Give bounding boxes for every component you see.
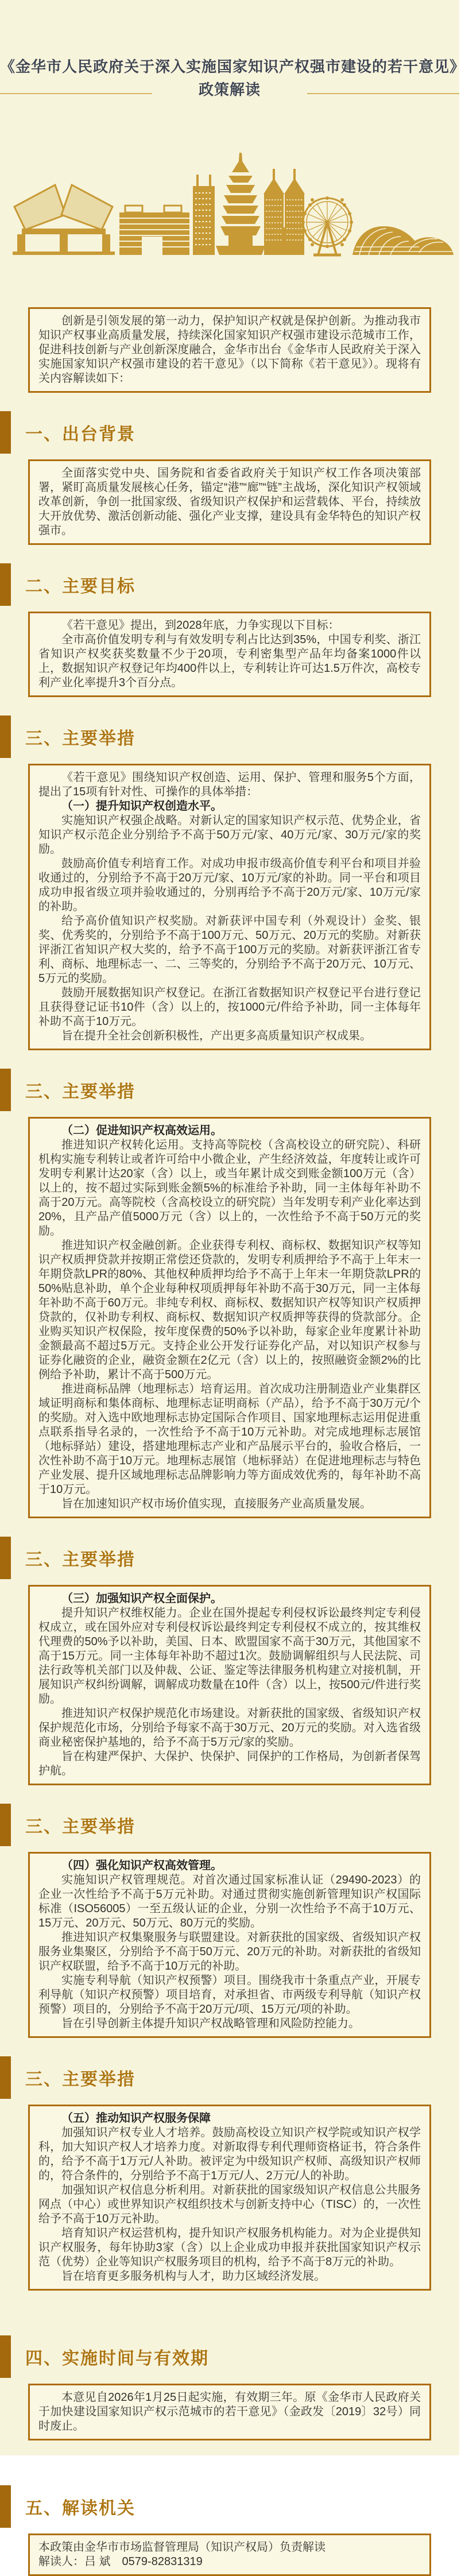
paragraph: 推进知识产权集聚服务与联盟建设。对新获批的国家级、省级知识产权服务业集聚区，分别给予不高于50万元、20万元的补助。对新获批的省级知识产权联盟，给予不高于10万元的补助。: [38, 1931, 421, 1972]
section: [0, 2335, 459, 2440]
paragraph: 推进知识产权转化运用。支持高等院校（含高校设立的研究院）、科研机构实施专利转让或者许可给中小微企业，产生经济效益，年度转让或许可发明专利累计达20家（含）以上，或当年累计成交到账金额100万元（含）以上的，按不超过实际到账金额5%的标准给予补助，同一主体每年补助不高于20万元。高等院校（含高校设立的研究院）当年发明专利产业化率达到20%，且产品产值5000万元（含）以上的，一次性给予不高于50万元的奖励。: [38, 1139, 421, 1237]
paragraph: （一）提升知识产权创造水平。: [61, 800, 222, 813]
section-accent-bar: [0, 1804, 11, 1846]
paragraph: 《若干意见》提出，到2028年底，力争实现以下目标：: [61, 619, 340, 632]
paragraph: 全面落实党中央、国务院和省委省政府关于知识产权工作各项决策部署，紧盯高质量发展核心任务，锚定“港”“廊”“链”主战场，深化知识产权领域改革创新，争创一批国家级、省级知识产权保护和运营载体、平台，持续放大开放优势、激活创新动能、强化产业支撑，建设具有金华特色的知识产权强市。: [38, 467, 421, 537]
section-accent-bar: [0, 2335, 11, 2378]
paragraph: 旨在引导创新主体提升知识产权战略管理和风险防控能力。: [61, 2017, 360, 2030]
section-content-box: [28, 2534, 431, 2576]
section-heading: 三、主要举措: [25, 1550, 135, 1569]
section: [0, 1537, 459, 1785]
paragraph: 鼓励高价值专利培育工作。对成功申报市级高价值专利平台和项目并验收通过的，分别给予不高于20万元/家、10万元/家的补助。同一平台和项目成功申报省级立项并验收通过的，分别再给予不高于20万元/家、10万元/家的补助。: [38, 857, 421, 913]
paragraph: 提升知识产权维权能力。企业在国外提起专利侵权诉讼最终判定专利侵权成立，或在国外应对专利侵权诉讼最终判定专利侵权不成立的，按其维权代理费的50%予以补助，美国、日本、欧盟国家不高于30万元，其他国家不高于15万元。同一主体每年补助不超过1次。鼓励调解组织与人民法院、司法行政等机关部门以及仲裁、公证、鉴定等法律服务机构建立对接机制，开展知识产权纠纷调解，调解成功数量在10件（含）以上，按500元/件进行奖励。: [38, 1607, 421, 1705]
section-heading: 三、主要举措: [25, 1082, 135, 1101]
section: [0, 563, 459, 697]
paragraph: 解读人：吕 斌 0579-82831319: [38, 2555, 203, 2568]
section: [0, 1804, 459, 2038]
intro-box: [28, 307, 431, 393]
sections-container: [0, 411, 459, 2576]
section-accent-bar: [0, 715, 11, 758]
section-header: [0, 1537, 459, 1579]
paragraph: 旨在加速知识产权市场价值实现，直接服务产业高质量发展。: [61, 1498, 371, 1510]
section-header: [0, 2485, 459, 2528]
paragraph: 推进知识产权保护规范化市场建设。对新获批的国家级、省级知识产权保护规范化市场，分别给予每家不高于30万元、20万元的奖励。对入选省级商业秘密保护基地的，给予不高于5万元/家的奖励。: [38, 1707, 421, 1749]
page-title: [0, 0, 465, 101]
section-content-box: [28, 764, 431, 1050]
section-header: [0, 2056, 459, 2099]
section: [0, 1069, 459, 1518]
paragraph: 实施知识产权管理规范。对首次通过国家标准认证（29490-2023）的企业一次性给予不高于5万元补助。对通过贯彻实施创新管理知识产权国际标准（ISO56005）一至五级认证的企业，分别一次性给予不高于10万元、15万元、20万元、50万元、80万元的奖励。: [38, 1874, 421, 1929]
section-header: [0, 411, 459, 454]
section-heading: 四、实施时间与有效期: [25, 2349, 209, 2368]
paragraph: 鼓励开展数据知识产权登记。在浙江省数据知识产权登记平台进行登记且获得登记证书10件（含）以上的，按1000元/件给予补助，同一主体每年补助不高于10万元。: [38, 987, 421, 1028]
section-heading: 三、主要举措: [25, 2070, 135, 2089]
paragraph: 本意见自2026年1月25日起实施，有效期三年。原《金华市人民政府关于加快建设国家知识产权示范城市的若干意见》（金政发〔2019〕32号）同时废止。: [38, 2391, 421, 2432]
section-accent-bar: [0, 2485, 11, 2528]
section: [0, 411, 459, 545]
paragraph: 创新是引领发展的第一动力，保护知识产权就是保护创新。为推动我市知识产权事业高质量发展，持续深化国家知识产权强市建设示范城市工作，促进科技创新与产业创新深度融合，金华市出台《金华市人民政府关于深入实施国家知识产权强市建设的若干意见》（以下简称《若干意见》）。现将有关内容解读如下：: [38, 315, 421, 385]
section-content-box: [28, 1585, 431, 1785]
paragraph: 实施专利导航（知识产权预警）项目。围绕我市十条重点产业，开展专利导航（知识产权预警）项目培育，对承担省、市两级专利导航（知识产权预警）项目的，分别给予不高于20万元/项、15万元/项的补助。: [38, 1974, 421, 2016]
paragraph: （三）加强知识产权全面保护。: [61, 1592, 222, 1605]
section: [0, 715, 459, 1050]
section-heading: 五、解读机关: [25, 2499, 135, 2518]
paragraph: 加强知识产权信息分析利用。对新获批的国家级知识产权信息公共服务网点（中心）或世界知识产权组织技术与创新支持中心（TISC）的，一次性给予不高于10万元补助。: [38, 2184, 421, 2225]
striped-office-building-icon: [119, 206, 189, 255]
paragraph: （二）促进知识产权高效运用。: [61, 1124, 222, 1137]
section-accent-bar: [0, 1069, 11, 1111]
twin-towers-icon: [264, 169, 305, 255]
section-content-box: [28, 2105, 431, 2291]
wanfo-pagoda-icon: [216, 153, 265, 255]
paragraph: （四）强化知识产权高效管理。: [61, 1859, 222, 1872]
paragraph: 实施知识产权强企战略。对新认定的国家知识产权示范、优势企业，省知识产权示范企业分别给予不高于50万元/家、40万元/家、30万元/家的奖励。: [38, 814, 421, 856]
section-accent-bar: [0, 2056, 11, 2099]
section: [0, 2056, 459, 2291]
section-content-box: [28, 2384, 431, 2440]
section-header: [0, 2335, 459, 2378]
section-content-box: [28, 459, 431, 545]
paragraph: （五）推动知识产权服务保障: [61, 2112, 211, 2125]
section-heading: 三、主要举措: [25, 1817, 135, 1836]
page-title-line1: 《金华市人民政府关于深入实施国家知识产权强市建设的若干意见》: [0, 58, 465, 75]
section-header: [0, 563, 459, 606]
jinhua-skyline-illustration: [0, 150, 459, 257]
section-content-box: [28, 612, 431, 697]
paragraph: 推进知识产权金融创新。企业获得专利权、商标权、数据知识产权等知识产权质押贷款并按期正常偿还贷款的，发明专利质押给予不高于上年末一年期贷款LPR的80%、其他权种质押均给予不高于上年末一年期贷款LPR的50%贴息补助，单个企业每种权项质押每年补助不高于30万元，同一主体每年补助不高于60万元。非纯专利权、商标权、数据知识产权等知识产权质押贷款的，仅补助专利权、商标权、数据知识产权质押等获得的贷款部分。企业购买知识产权保险，按年度保费的50%予以补助，每家企业年度累计补助金额最高不超过5万元。支持企业公开发行证券化产品，对以知识产权参与证券化融资的企业，融资金额在2亿元（含）以上的，按照融资金额2%的比例给予补助，累计不高于500万元。: [38, 1239, 421, 1381]
section-accent-bar: [0, 1537, 11, 1579]
section-header: [0, 1069, 459, 1111]
section-header: [0, 715, 459, 758]
paragraph: 旨在提升全社会创新积极性，产出更多高质量知识产权成果。: [61, 1030, 371, 1042]
paragraph: 推进商标品牌（地理标志）培育运用。首次成功注册制造业产业集群区域证明商标和集体商标、地理标志证明商标（产品），给予不高于30万元/个的奖励。对入选中欧地理标志协定国际合作项目、国家地理标志运用促进重点联系指导名录的，一次性给予不高于10万元补助。对完成地理标志展馆（地标驿站）建设，搭建地理标志产业和产品展示平台的，验收合格后，一次性补助不高于10万元。地理标志展馆（地标驿站）在促进地理标志与特色产业发展、提升区域地理标志品牌影响力等方面成效优秀的，每年补助不高于10万元。: [38, 1383, 421, 1496]
section-heading: 三、主要举措: [25, 729, 135, 748]
paragraph: 加强知识产权专业人才培养。鼓励高校设立知识产权学院或知识产权学科，加大知识产权人才培养力度。对新取得专利代理师资格证书，符合条件的，给予不高于1万元/人补助。被评定为中级知识产权师、高级知识产权师的，符合条件的，分别给予不高于1万元/人、2万元/人的补助。: [38, 2126, 421, 2182]
paragraph: 培育知识产权运营机构，提升知识产权服务机构能力。对为企业提供知识产权服务，每年协助3家（含）以上企业成功申报并获批国家知识产权示范（优势）企业等知识产权服务项目的机构，给予不高于8万元的补助。: [38, 2227, 421, 2268]
section-content-box: [28, 1852, 431, 2038]
section-accent-bar: [0, 411, 11, 454]
section: [0, 2485, 459, 2576]
ferris-wheel-icon: [301, 196, 353, 255]
paragraph: 本政策由金华市市场监督管理局（知识产权局）负责解读: [38, 2541, 326, 2554]
paragraph: 旨在培育更多服务机构与人才，助力区域经济发展。: [61, 2270, 326, 2283]
paragraph: 全市高价值发明专利与有效发明专利占比达到35%，中国专利奖、浙江省知识产权奖获奖数量不少于20项，专利密集型产品年均备案1000件以上，数据知识产权登记年均400件以上，专利转让许可达1.5万件次，高校专利产业化率提升3个百分点。: [38, 633, 421, 689]
page-title-line2: 政策解读: [198, 81, 261, 98]
paragraph: 《若干意见》围绕知识产权创造、运用、保护、管理和服务5个方面，提出了15项有针对性、可操作的具体举措：: [38, 771, 421, 798]
section-heading: 一、出台背景: [25, 425, 135, 444]
section-accent-bar: [0, 563, 11, 606]
antenna-tower-icon: [193, 175, 215, 255]
sports-arena-icon: [352, 226, 454, 255]
paragraph: 旨在构建严保护、大保护、快保护、同保护的工作格局，为创新者保驾护航。: [38, 1750, 421, 1777]
section-heading: 二、主要目标: [25, 577, 135, 596]
section-content-box: [28, 1117, 431, 1518]
stadium-shells-icon: [13, 185, 115, 255]
paragraph: 给予高价值知识产权奖励。对新获评中国专利（外观设计）金奖、银奖、优秀奖的，分别给予不高于100万元、50万元、20万元的奖励。对新获评浙江省知识产权大奖的，给予不高于100万元的奖励。对新获评浙江省专利、商标、地理标志一、二、三等奖的，分别给予不高于20万元、10万元、5万元的奖励。: [38, 915, 421, 985]
section-header: [0, 1804, 459, 1846]
